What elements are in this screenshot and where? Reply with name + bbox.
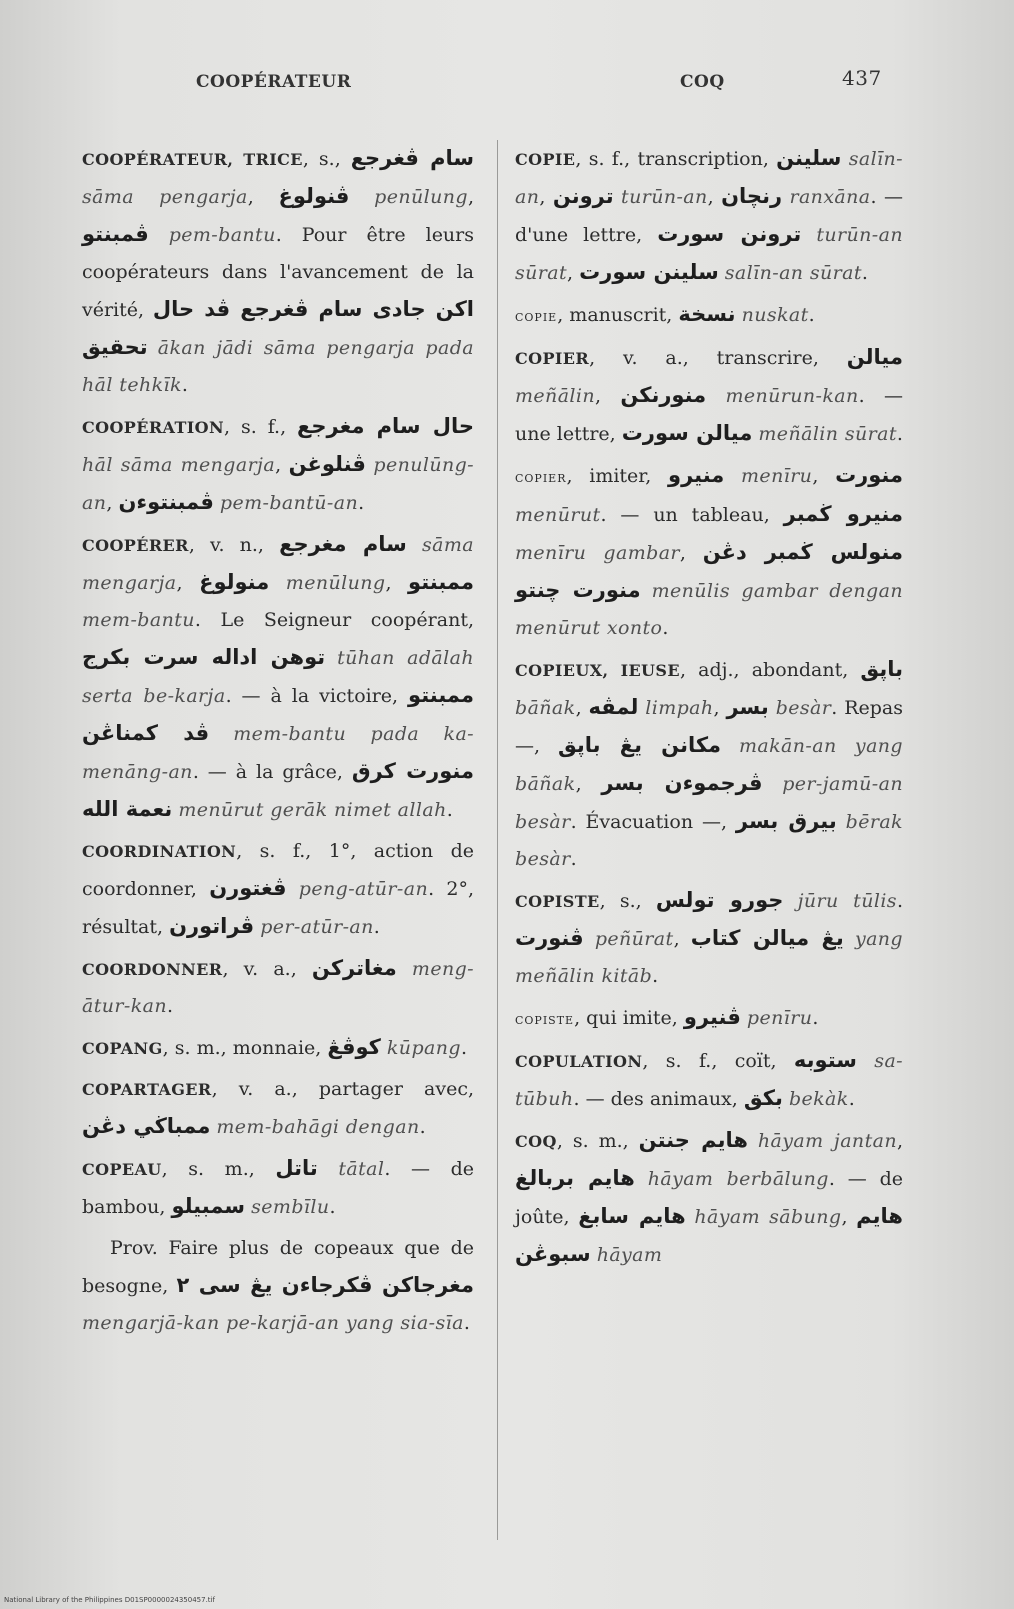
entry-text: . — à la grâce, [192,761,352,783]
entry-text [614,186,621,208]
entry-text: . [848,1088,855,1110]
dictionary-entry [515,457,903,647]
dictionary-entry [82,408,474,522]
headword: COPIE [515,150,576,169]
headword: COORDINATION [82,842,237,861]
transliteration: hāyam sābung [694,1206,842,1228]
jawi-term: ڤراتورن [169,914,255,938]
headword: COPARTAGER [82,1080,212,1099]
dictionary-entry [82,1029,474,1067]
entry-text: . [419,1116,426,1138]
entry-text: . 2°, résultat, [82,878,474,938]
jawi-term: ڤنيرو [683,1005,741,1029]
jawi-term: ميالن سورت [621,421,753,445]
entry-text: . — un tableau, [600,504,784,526]
jawi-term: بسر [726,695,769,719]
entry-text: , [841,1206,857,1228]
right-column [515,140,903,1274]
transliteration: hāyam berbālung [647,1168,829,1190]
entry-text [841,148,848,170]
entry-text: . [329,1196,336,1218]
entry-text [769,697,776,719]
entry-text: , s., [599,890,656,912]
dictionary-entry [82,1230,474,1342]
transliteration: mem-bahāgi dengan [216,1116,420,1138]
jawi-term: نسخة [678,302,736,326]
entry-text [721,735,739,757]
transliteration: ākan jādi sāma pengarja pada hāl tehkīk [82,337,474,396]
entry-text [148,337,158,359]
transliteration: pem-bantū-an [219,492,359,514]
entry-text [706,385,725,407]
entry-text: , [539,186,553,208]
jawi-term: ڤرجموءن بسر [601,771,763,795]
headword: COPIEUX, IEUSE [515,661,680,680]
jawi-term: جورو تولس [655,888,784,912]
jawi-term: رنچان [721,184,783,208]
transliteration: tātal [338,1158,385,1180]
jawi-term: كوڤڠ [327,1035,381,1059]
transliteration: salīn-an sūrat [724,262,862,284]
dictionary-entry [515,651,903,878]
jawi-term: ڤغتورن [209,876,287,900]
entry-text [397,958,412,980]
transliteration: mengarjā-kan pe-karjā-an yang sia-sīa [82,1312,464,1334]
headword: COPISTE [515,892,600,911]
jawi-term: ميالن [846,345,903,369]
dictionary-entry [82,140,474,404]
entry-text: . — à la victoire, [225,685,409,707]
entry-text: , s. f., [224,416,298,438]
entry-text: , [575,697,589,719]
entry-text: , v. a., transcrire, [589,347,847,369]
transliteration: meñālin [515,385,596,407]
dictionary-entry [82,1150,474,1226]
jawi-term: منورت [835,463,903,487]
entry-text: , s. f., transcription, [575,148,777,170]
entry-text: , qui imite, [574,1007,684,1029]
transliteration: hāyam jantan [757,1130,897,1152]
transliteration: sembīlu [251,1196,330,1218]
transliteration: pem-bantu [168,224,276,246]
transliteration: menūrut gerāk nimet allah [178,799,447,821]
dictionary-entry [515,882,903,995]
entry-text: , [567,262,580,284]
transliteration: bērak besàr [515,811,903,870]
transliteration: kūpang [386,1037,461,1059]
entry-text: . [446,799,453,821]
entry-text: . [373,916,380,938]
entry-text [837,811,846,833]
jawi-term: مغرجاكن ڤكرجاءن يڠ سى ٢ [176,1273,474,1297]
entry-text [763,773,783,795]
jawi-term: ترونن سورت [657,222,802,246]
entry-text: . Pour être leurs coopérateurs dans l'avancement de la vérité, [82,224,475,321]
entry-text: . [463,1312,470,1334]
transliteration: jūru tūlis [797,890,897,912]
entry-text [269,572,286,594]
jawi-term: منولوغ [199,570,270,594]
transliteration: makān-an yang bāñak [515,735,903,795]
dictionary-entry [82,950,474,1025]
sub-headword: copie [515,307,558,325]
entry-text: , v. n., [188,534,280,556]
transliteration: ranxāna [789,186,871,208]
dictionary-entry [82,833,474,946]
entry-text [801,224,816,246]
transliteration: sāma mengarja [82,534,474,594]
entry-text: , manuscrit, [557,304,679,326]
entry-text [783,890,797,912]
transliteration: peng-atūr-an [298,878,429,900]
jawi-term: ڤمبنتو [82,222,149,246]
jawi-term: ترونن [552,184,614,208]
transliteration: yang meñālin kitāb [515,928,903,987]
jawi-term: اكن جادى سام ڤغرجع ڤد حال تحقيق [82,297,474,359]
jawi-term: سلينن سورت [579,260,719,284]
jawi-term: باڽق [860,657,904,681]
jawi-term: ستوبه [793,1048,857,1072]
dictionary-entry [82,526,474,829]
jawi-term: سلينن [776,146,842,170]
entry-text [149,224,169,246]
dictionary-entry [515,999,903,1038]
entry-text: . Le Seigneur coopérant, [194,609,474,631]
page-number: 437 [842,66,882,90]
entry-text: , [275,454,289,476]
entry-text: . — d'une lettre, [515,186,903,246]
jawi-term: مكانن يڠ باڽق [557,733,722,757]
transliteration: menīru [741,465,813,487]
entry-text: , [106,492,119,514]
transliteration: menīru gambar [515,542,680,564]
transliteration: mem-bantu [82,609,195,631]
dictionary-entry [515,1122,903,1274]
entry-text: , [673,928,691,950]
entry-text: . [896,890,904,912]
entry-text: , [385,572,409,594]
transliteration: sa-tūbuh [515,1050,903,1110]
transliteration: nuskat [741,304,809,326]
transliteration: limpah [645,697,714,719]
jawi-term: حال سام مغرجع [297,414,474,438]
entry-text [857,1050,874,1072]
jawi-term: منورت كرق نعمة الله [82,759,475,821]
entry-text [287,878,299,900]
entry-text: , s., [302,148,351,170]
headword: COPEAU [82,1160,162,1179]
jawi-term: ڤنورت [515,926,584,950]
entry-text: . [808,304,815,326]
jawi-term: ڤمبنتوءن [118,490,214,514]
entry-text [724,465,741,487]
entry-text: . Repas —, [515,697,903,757]
headword: COPIER [515,349,590,368]
entry-text: . [460,1037,467,1059]
transliteration: bāñak [515,697,576,719]
entry-text [584,928,595,950]
jawi-term: ممباڬي دڠن [82,1114,211,1138]
transliteration: penulūng-an [82,454,474,514]
transliteration: peñūrat [594,928,674,950]
entry-text: , [467,186,474,208]
entry-text: . [812,1007,819,1029]
transliteration: turūn-an [621,186,708,208]
transliteration: meng-ātur-kan [82,958,474,1017]
jawi-term: منورنكن [620,383,707,407]
entry-text: . [652,965,659,987]
entry-text: . [861,262,868,284]
entry-text: , [707,186,722,208]
headword: COPANG [82,1039,163,1058]
jawi-term: سمبيلو [171,1194,246,1218]
entry-text [635,1168,648,1190]
transliteration: bekàk [788,1088,849,1110]
jawi-term: مغاتركن [311,956,397,980]
jawi-term: يڠ ميالن كتاب [690,926,844,950]
jawi-term: ڤنولوغ [278,184,350,208]
jawi-term: سام ڤغرجع [350,146,475,170]
transliteration: salīn-an [515,148,903,208]
transliteration: hāyam [596,1244,663,1266]
sub-headword: copier [515,468,567,486]
transliteration: per-atūr-an [260,916,374,938]
jawi-term: منولس ڬمبر دڠن منورت چنتو [515,540,903,602]
transliteration: hāl sāma mengarja [82,454,276,476]
entry-text: . [896,423,903,445]
jawi-term: هايم بربالغ [515,1166,635,1190]
entry-text: , s. f., 1°, action de coordonner, [82,840,474,900]
dictionary-entry [82,1071,474,1146]
jawi-term: هايم سابغ [578,1204,686,1228]
entry-text: , [812,465,836,487]
entry-text [844,928,855,950]
transliteration: penūlung [349,186,468,208]
dictionary-entry [515,140,903,292]
entry-text: , [176,572,200,594]
jawi-term: بكق [743,1086,783,1110]
jawi-term: ممبنتو ڤد كمناڠن [82,683,474,745]
entry-text: . [570,848,577,870]
header-right-guide-word: COQ [680,72,725,92]
entry-text [209,723,233,745]
entry-text: , s. f., coït, [642,1050,794,1072]
headword: COOPÉRATION [82,418,225,437]
headword: COOPÉRATEUR, TRICE [82,150,303,169]
jawi-term: لمڤه [588,695,639,719]
scan-footer: National Library of the Philippines D01SP0000024350457.tif [4,1596,215,1604]
entry-text: , v. a., [222,958,312,980]
transliteration: menūrut [515,504,601,526]
entry-text: . — des animaux, [573,1088,744,1110]
entry-text [407,534,422,556]
entry-text: , [575,773,602,795]
jawi-term: ڤنلوغن [288,452,366,476]
entry-text: . [181,374,188,396]
dictionary-entry [515,339,903,453]
running-header [0,64,1014,94]
jawi-term: سام مغرجع [279,532,407,556]
headword: COOPÉRER [82,536,189,555]
jawi-term: هايم جنتن [638,1128,748,1152]
entry-text: . Évacuation —, [570,811,736,833]
headword: COPULATION [515,1052,643,1071]
entry-text: , imiter, [566,465,669,487]
jawi-term: منيرو [668,463,725,487]
jawi-term: توهن اداله سرت بكرج [82,645,326,669]
transliteration: sāma pengarja [82,186,248,208]
entry-text: . — de bambou, [82,1158,474,1218]
entry-text: , s. m., monnaie, [162,1037,328,1059]
column-divider [497,140,498,1540]
entry-text: , [713,697,727,719]
entry-text: , s. m., [556,1130,639,1152]
header-left-guide-word: COOPÉRATEUR [196,72,352,92]
entry-text: , [247,186,279,208]
transliteration: besàr [775,697,832,719]
jawi-term: تاتل [275,1156,318,1180]
entry-text: , s. m., [161,1158,276,1180]
entry-text: . [662,617,669,639]
transliteration: meñālin sūrat [758,423,897,445]
entry-text: , [595,385,621,407]
jawi-term: منيرو ڬمبر [783,502,903,526]
entry-text: , v. a., partager avec, [211,1078,474,1100]
transliteration: turūn-an sūrat [515,224,903,284]
transliteration: menūrun-kan [725,385,859,407]
sub-headword: copiste [515,1010,575,1028]
transliteration: per-jamū-an besàr [515,773,903,833]
entry-text [325,647,337,669]
jawi-term: ممبنتو [408,570,474,594]
entry-text: . — de joûte, [515,1168,903,1228]
transliteration: menūlis gambar dengan menūrut xonto [515,580,903,639]
entry-text [318,1158,339,1180]
left-column [82,140,474,1342]
entry-text: . [166,995,174,1017]
headword: COORDONNER [82,960,223,979]
dictionary-entry [515,1042,903,1118]
entry-text: . [358,492,365,514]
transliteration: mem-bantu pada ka-menāng-an [82,723,474,783]
headword: COQ [515,1132,557,1151]
entry-text [641,580,652,602]
transliteration: penīru [746,1007,813,1029]
transliteration: tūhan adālah serta be-karja [82,647,474,707]
entry-text: , [896,1130,904,1152]
jawi-term: هايم سبوڠن [515,1204,903,1266]
entry-text: . — une lettre, [515,385,903,445]
entry-text: Prov. Faire plus de copeaux que de besogne, [82,1237,474,1297]
jawi-term: بيرق بسر [735,809,837,833]
dictionary-entry [515,296,903,335]
entry-text: , [679,542,703,564]
entry-text [748,1130,758,1152]
entry-text: , adj., abondant, [679,659,861,681]
transliteration: menūlung [285,572,386,594]
